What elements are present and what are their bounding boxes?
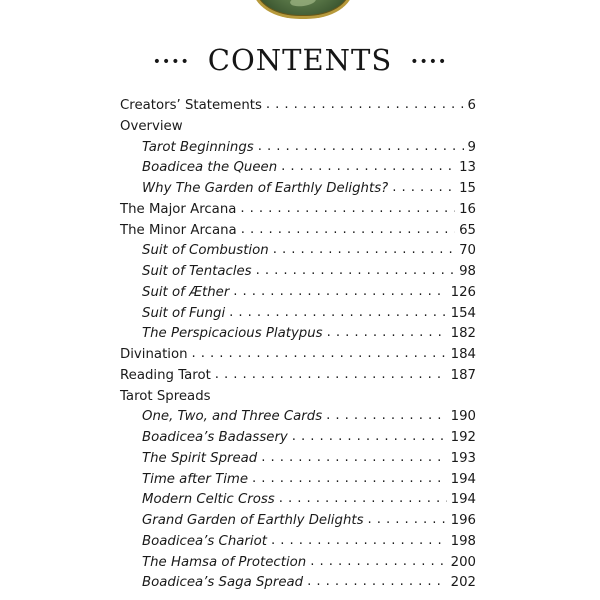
- toc-entry-title: Tarot Spreads: [120, 388, 211, 404]
- toc-entry-title: The Minor Arcana: [120, 222, 237, 238]
- toc-entry-title: Tarot Beginnings: [142, 139, 254, 155]
- toc-entry-page-number: 198: [450, 533, 476, 549]
- toc-entry-title: Boadicea’s Chariot: [142, 533, 267, 549]
- toc-entry-title: Overview: [120, 118, 183, 134]
- dot-leader: [279, 489, 447, 510]
- toc-entry-title: Boadicea’s Saga Spread: [142, 575, 304, 591]
- toc-entry-title: Suit of Tentacles: [142, 264, 252, 279]
- toc-entry[interactable]: [120, 262, 476, 283]
- toc-entry[interactable]: [120, 200, 476, 221]
- cover-emblem: [253, 0, 353, 19]
- dot-leader: [229, 303, 446, 324]
- dot-leader: [233, 282, 446, 303]
- dot-leader: [258, 137, 464, 158]
- dot-leader: [192, 344, 447, 365]
- toc-entry[interactable]: [120, 179, 476, 200]
- ornament-left: ••••: [152, 54, 190, 70]
- toc-entry-page-number: 202: [450, 575, 476, 591]
- toc-entry[interactable]: [120, 324, 476, 345]
- dot-leader: [271, 531, 447, 552]
- toc-entry-title: Time after Time: [142, 471, 249, 487]
- contents-heading: [0, 40, 600, 80]
- toc-entry-title: One, Two, and Three Cards: [142, 409, 323, 425]
- dot-leader: [252, 469, 447, 490]
- toc-entry-page-number: 70: [459, 243, 476, 259]
- toc-entry-page-number: 194: [450, 492, 476, 508]
- toc-entry[interactable]: [120, 158, 476, 179]
- dot-leader: [310, 552, 446, 573]
- toc-entry-page-number: 98: [459, 264, 476, 279]
- toc-entry[interactable]: [120, 449, 476, 470]
- dot-leader: [392, 178, 455, 199]
- toc-entry-page-number: 196: [450, 513, 476, 528]
- toc-entry-title: Boadicea’s Badassery: [142, 430, 288, 445]
- toc-entry[interactable]: [120, 117, 476, 138]
- toc-entry-page-number: 187: [450, 367, 476, 383]
- toc-entry-page-number: 193: [450, 450, 476, 466]
- toc-entry-title: The Perspicacious Platypus: [142, 326, 323, 342]
- toc-entry[interactable]: [120, 532, 476, 553]
- toc-entry-title: Grand Garden of Earthly Delights: [142, 513, 364, 528]
- dot-leader: [292, 427, 447, 448]
- toc-entry-title: Reading Tarot: [120, 367, 211, 383]
- toc-entry-title: Modern Celtic Cross: [142, 492, 275, 508]
- toc-entry[interactable]: [120, 553, 476, 574]
- toc-entry-title: The Hamsa of Protection: [142, 554, 307, 570]
- toc-entry-page-number: 15: [459, 181, 476, 196]
- dot-leader: [240, 199, 455, 220]
- dot-leader: [241, 220, 455, 241]
- toc-entry-page-number: 184: [450, 347, 476, 362]
- dot-leader: [266, 95, 464, 116]
- dot-leader: [368, 510, 447, 531]
- dot-leader: [326, 406, 446, 427]
- toc-entry-page-number: 65: [459, 222, 476, 238]
- toc-entry[interactable]: [120, 366, 476, 387]
- toc-entry-title: Why The Garden of Earthly Delights?: [142, 181, 389, 196]
- toc-entry[interactable]: [120, 428, 476, 449]
- toc-entry-title: Suit of Combustion: [142, 243, 269, 259]
- toc-entry-title: Suit of Æther: [142, 284, 230, 300]
- toc-entry-title: The Major Arcana: [120, 201, 237, 217]
- toc-entry[interactable]: [120, 241, 476, 262]
- toc-entry-title: Boadicea the Queen: [142, 160, 278, 176]
- dot-leader: [261, 448, 446, 469]
- toc-entry[interactable]: [120, 470, 476, 491]
- toc-entry-title: Divination: [120, 347, 188, 362]
- toc-entry-title: The Spirit Spread: [142, 450, 258, 466]
- toc-entry-page-number: 13: [459, 160, 476, 176]
- page-title: CONTENTS: [207, 43, 393, 77]
- toc-entry-page-number: 190: [450, 409, 476, 425]
- dot-leader: [215, 365, 447, 386]
- toc-entry[interactable]: [120, 387, 476, 408]
- toc-entry[interactable]: [120, 407, 476, 428]
- toc-entry[interactable]: [120, 345, 476, 366]
- dot-leader: [273, 240, 455, 261]
- toc-entry-page-number: 200: [450, 554, 476, 570]
- toc-entry[interactable]: [120, 511, 476, 532]
- toc-entry[interactable]: [120, 96, 476, 117]
- toc-entry-page-number: 154: [450, 305, 476, 321]
- toc-entry-page-number: 126: [450, 284, 476, 300]
- toc-entry[interactable]: [120, 490, 476, 511]
- toc-entry-page-number: 6: [467, 98, 476, 113]
- toc-entry-page-number: 182: [450, 326, 476, 342]
- dot-leader: [256, 261, 455, 282]
- table-of-contents: [120, 96, 476, 594]
- toc-entry-page-number: 16: [459, 201, 476, 217]
- ornament-right: ••••: [410, 54, 448, 70]
- leaf-icon: [289, 0, 316, 8]
- toc-entry-page-number: 192: [450, 430, 476, 445]
- dot-leader: [281, 157, 455, 178]
- toc-entry-title: Suit of Fungi: [142, 305, 226, 321]
- toc-entry[interactable]: [120, 573, 476, 594]
- toc-entry[interactable]: [120, 221, 476, 242]
- toc-entry-page-number: 194: [450, 471, 476, 487]
- toc-entry[interactable]: [120, 138, 476, 159]
- toc-entry[interactable]: [120, 304, 476, 325]
- toc-entry-page-number: 9: [467, 139, 476, 155]
- dot-leader: [307, 572, 447, 593]
- toc-entry-title: Creators’ Statements: [120, 98, 262, 113]
- dot-leader: [327, 323, 447, 344]
- toc-entry[interactable]: [120, 283, 476, 304]
